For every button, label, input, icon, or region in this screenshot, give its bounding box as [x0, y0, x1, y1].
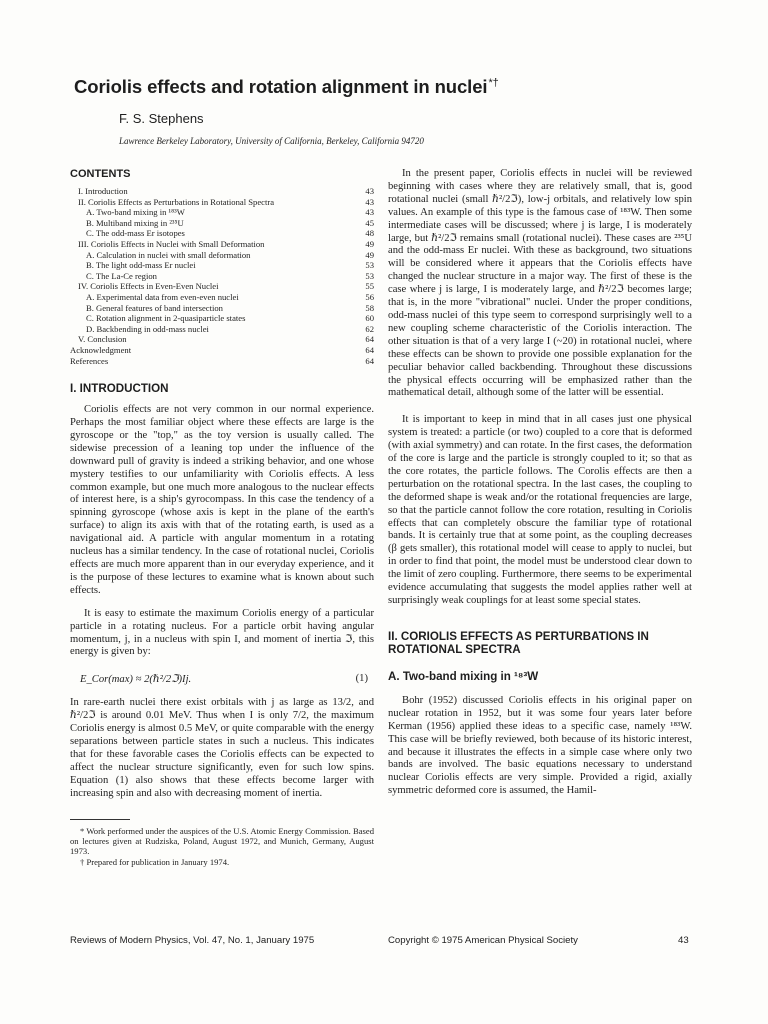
toc-entry-page: 49 [365, 249, 374, 260]
toc-entry-page: 60 [365, 313, 374, 324]
equation-1 [70, 673, 374, 685]
page-number: 43 [678, 935, 689, 946]
toc-entry-page: 45 [365, 217, 374, 228]
toc-entry-page: 43 [365, 196, 374, 207]
footnote-funding: * Work performed under the auspices of the U.S. Atomic Energy Commission. Based on lectures given at Rudziska, Poland, August 1972, and Munich, Germany, August 1973. [70, 825, 374, 857]
toc-entry-page: 64 [365, 344, 374, 355]
toc-entry-label: B. Multiband mixing in ²³⁵U [86, 217, 184, 228]
intro-paragraph-2: It is easy to estimate the maximum Coriolis energy of a particular particle in a rotating nucleus. For a particle orbit having angular momentum, j, in a nucleus with spin I, and moment of inertia ℑ, this energy is given by: [70, 607, 374, 658]
toc-entry-label: References [70, 355, 109, 366]
toc-entry-page: 64 [365, 355, 374, 366]
toc-entry-page: 48 [365, 228, 374, 239]
toc-entry-label: III. Coriolis Effects in Nuclei with Small Deformation [78, 238, 265, 249]
toc-entry-label: A. Calculation in nuclei with small deformation [86, 249, 251, 260]
toc-entry-page: 49 [365, 238, 374, 249]
copyright-notice: Copyright © 1975 American Physical Society [388, 935, 578, 946]
right-column [388, 168, 692, 798]
toc-entry [70, 313, 374, 324]
toc-entry-label: A. Experimental data from even-even nuclei [86, 291, 239, 302]
toc-entry-page: 58 [365, 302, 374, 313]
toc-entry [70, 334, 374, 345]
right-paragraph-2: It is important to keep in mind that in all cases just one physical system is treated: a particle (or two) coupled to a core that is deformed (with axial symmetry) and can rotate. In the first cases, the deformation of the core is large and the particle is strongly coupled to it; so that as the core rotates, the particle follows. The Corolis effects are then a perturbation on the rotational spectra. In the last cases, the coupling to the deformed shape is weak and/or the rotational frequencies are large, so that the particle cannot follow the core rotation, resulting in Coriolis effects that can completely obscure the familiar type of rotational bands. It is certainly true that at some point, as the coupling decreases (β gets smaller), this rotational model will cease to apply to nuclei, but in order to find that point, the model must be understood clear down to the limit of zero coupling. Furthermore, there seems to be experimental evidence accumulating that suggests the model applies rather well at surprisingly weak couplings for at least some special states. [388, 414, 692, 606]
toc-entry [70, 239, 374, 250]
section-2-heading: II. CORIOLIS EFFECTS AS PERTURBATIONS IN ROTATIONAL SPECTRA [388, 629, 649, 656]
right-paragraph-3: Bohr (1952) discussed Coriolis effects in his original paper on nuclear rotation in 1952, but it was some four years later before Kerman (1956) applied these ideas to a specific case, namely ¹⁸³W. This case will be briefly reviewed, both because of its historic interest, and because it illustrates the effects in a simple case where only two bands are involved. The basic equations necessary to understand nuclear Coriolis effects are very simple. Provided a rigid, axially symmetric deformed core is assumed, the Hamil- [388, 694, 692, 797]
toc-entry-label: B. General features of band intersection [86, 302, 223, 313]
toc-entry [70, 186, 374, 197]
intro-paragraph-3: In rare-earth nuclei there exist orbitals with j as large as 13/2, and ℏ²/2ℑ is around 0.01 MeV. Thus when I is only 7/2, the maximum Coriolis energy is almost 0.5 MeV, or quite comparable with the energy separations between particle states in such a nucleus. This indicates that for these favorable cases the Coriolis effects can be expected to affect the nuclear structure significantly, even for such low spins. Equation (1) also shows that these effects become larger with increasing spin and also with decreasing moment of inertia. [70, 697, 374, 799]
toc-entry [70, 207, 374, 218]
toc-entry-page: 62 [365, 323, 374, 334]
contents-heading: CONTENTS [70, 168, 131, 180]
footnote-publication: † Prepared for publication in January 1974. [80, 856, 230, 867]
toc-entry [70, 303, 374, 314]
toc-entry-label: Acknowledgment [70, 344, 132, 355]
toc-entry-label: IV. Coriolis Effects in Even-Even Nuclei [78, 281, 219, 292]
toc-entry-page: 64 [365, 334, 374, 345]
introduction-heading: I. INTRODUCTION [70, 382, 169, 396]
toc-entry-label: II. Coriolis Effects as Perturbations in Rotational Spectra [78, 196, 275, 207]
equation-expression: E_Cor(max) ≈ 2(ℏ²/2ℑ)Ij. [80, 674, 192, 686]
toc-entry-page: 55 [365, 281, 374, 292]
toc-entry-label: B. The light odd-mass Er nuclei [86, 260, 196, 271]
equation-number: (1) [355, 673, 368, 685]
toc-entry-page: 53 [365, 270, 374, 281]
toc-entry [70, 356, 374, 367]
toc-entry-label: V. Conclusion [78, 334, 127, 345]
toc-entry [70, 292, 374, 303]
title-footnote-marks: *† [488, 76, 499, 89]
author-name: F. S. Stephens [119, 111, 204, 126]
toc-entry-page: 43 [365, 207, 374, 218]
toc-entry-label: C. The La-Ce region [86, 270, 157, 281]
page-title [74, 76, 714, 98]
toc-entry [70, 281, 374, 292]
toc-entry-page: 56 [365, 291, 374, 302]
toc-entry [70, 345, 374, 356]
toc-entry-label: C. The odd-mass Er isotopes [86, 228, 185, 239]
title-text: Coriolis effects and rotation alignment in nuclei [74, 76, 488, 97]
toc-entry-label: I. Introduction [78, 186, 128, 196]
toc-entry [70, 218, 374, 229]
right-paragraph-1: In the present paper, Coriolis effects in nuclei will be reviewed beginning with cases where they are relatively small, that is, good rotational nuclei (small ℏ²/2ℑ), low-j orbitals, and relatively low spin values. An example of this type is the famous case of ¹⁸³W. Then some intermediate cases will be discussed; where j is large, I is moderately large, but ℏ²/2ℑ remains small (rotational nuclei). These cases are ²³⁵U and the odd-mass Er nuclei. With these as background, two situations will be considered where it appears that the Coriolis effects have changed the nuclear structure in a major way. The first of these is the case where j is large, I is moderately large, and ℏ²/2ℑ becomes large; that is, in the more "vibrational" nuclei. Under the proper conditions, odd-mass nuclei of this type seem to correspond surprisingly well to a new coupling scheme characteristic of the Coriolis interaction. The other situation is that of a very large I (~20) in rotational nuclei, where these effects can be shown to provide one possible explanation for the peculiar behavior called backbending. Throughout these discussions the physical effects occurring will be emphasized rather than the mathematical detail, although some of the latter will be essential. [388, 168, 692, 399]
toc-entry [70, 260, 374, 271]
toc-entry-page: 43 [365, 186, 374, 196]
toc-entry-label: D. Backbending in odd-mass nuclei [86, 323, 209, 334]
toc-entry [70, 197, 374, 208]
toc-entry [70, 324, 374, 335]
journal-citation: Reviews of Modern Physics, Vol. 47, No. 1, January 1975 [70, 935, 315, 946]
left-column [70, 168, 374, 867]
toc-entry [70, 271, 374, 282]
toc-entry-page: 53 [365, 260, 374, 271]
affiliation: Lawrence Berkeley Laboratory, University of California, Berkeley, California 94720 [119, 136, 424, 146]
footnote-divider [70, 819, 130, 820]
toc-entry-label: A. Two-band mixing in ¹⁸³W [86, 207, 185, 218]
subsection-a-heading: A. Two-band mixing in ¹⁸³W [388, 669, 539, 683]
toc-entry-label: C. Rotation alignment in 2-quasiparticle states [86, 313, 246, 324]
toc-entry [70, 250, 374, 261]
toc-entry [70, 228, 374, 239]
intro-paragraph-1: Coriolis effects are not very common in our normal experience. Perhaps the most familiar object where these effects are large is the gyroscope or the "top," as the toy version is usually called. The sidewise precession of a leaning top under the influence of the downward pull of gravity is indeed a striking behavior, and one whose mystery testifies to our unfamiliarity with Coriolis effects. A less common example, but one much more analogous to the nuclear effects of interest here, is a ship's gyrocompass. In this case the tendency of a spinning gyroscope (whose axis is kept in the plane of the earth's surface) to align its axis with that of the rotating earth, is used as a navigational aid. A particle with angular momentum in a rotating nucleus has a similar tendency. In the case of rotational nuclei, Coriolis effects are much more apparent than in our everyday experience, and it is the purpose of these lectures to examine what is known about such effects. [70, 404, 374, 596]
table-of-contents [70, 186, 374, 366]
